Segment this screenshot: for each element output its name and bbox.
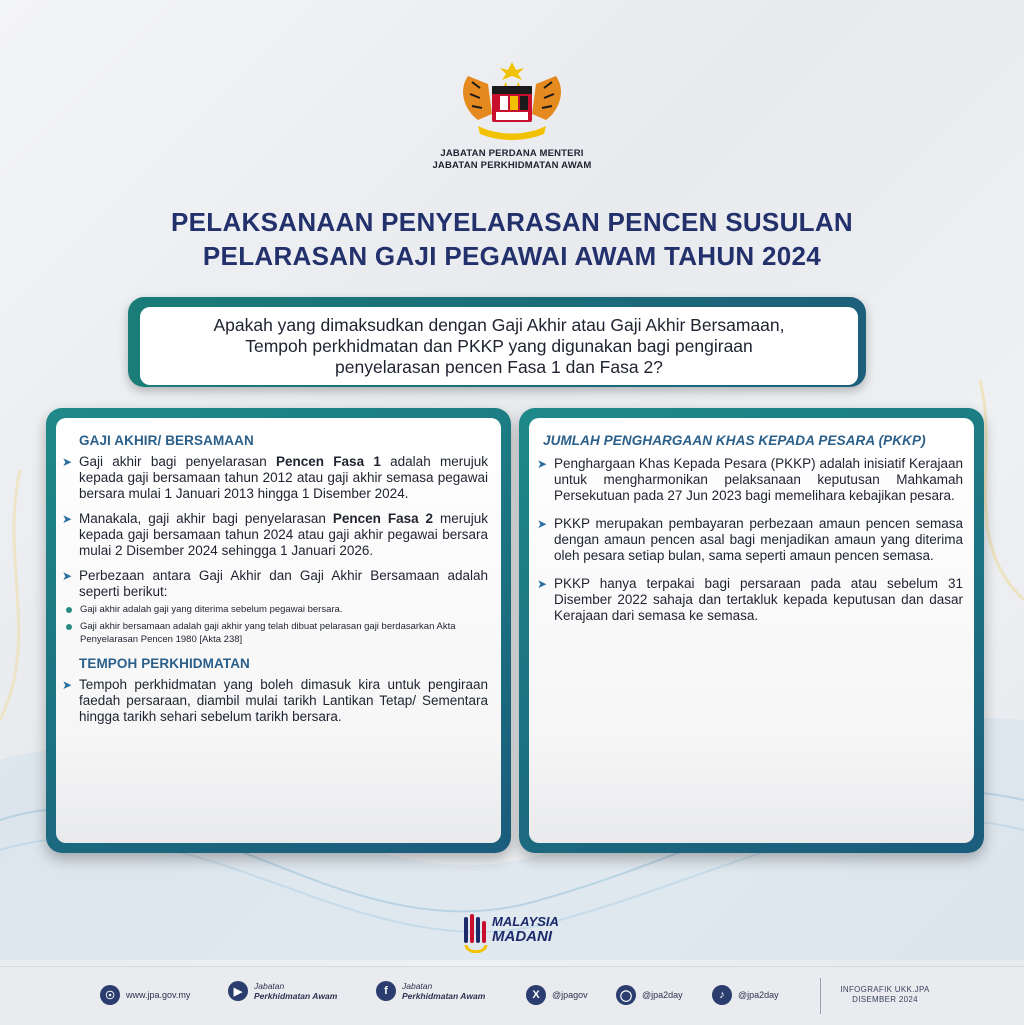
dot-bullet-icon (66, 624, 72, 630)
dot-bullet-icon (66, 607, 72, 613)
footer-facebook[interactable]: f Jabatan Perkhidmatan Awam (376, 981, 485, 1001)
arrow-bullet-icon: ➤ (537, 517, 548, 531)
page-title (0, 205, 1024, 273)
question-box (140, 307, 858, 385)
bullet-pkkp-eligibility: ➤ PKKP hanya terpakai bagi persaraan pada atau sebelum 31 Disember 2022 sahaja dan tertakluk kepada keputusan dan dasar Kerajaan dari semasa ke semasa. (537, 576, 963, 623)
arrow-bullet-icon: ➤ (62, 512, 73, 526)
arrow-bullet-icon: ➤ (62, 455, 73, 469)
youtube-icon: ▶ (228, 981, 248, 1001)
sub-bullet-gaji-akhir-bersamaan: Gaji akhir bersamaan adalah gaji akhir yang telah dibuat pelarasan gaji berdasarkan Akta Penyelarasan Pencen 1980 [Akta 238] (66, 620, 488, 646)
arrow-bullet-icon: ➤ (62, 569, 73, 583)
section-title-pkkp: JUMLAH PENGHARGAAN KHAS KEPADA PESARA (PKKP) (543, 433, 926, 448)
section-title-tempoh: TEMPOH PERKHIDMATAN (79, 656, 250, 671)
agency-name (0, 148, 1024, 171)
arrow-bullet-icon: ➤ (537, 457, 548, 471)
right-card-content (537, 433, 963, 633)
question-line-2: Tempoh perkhidmatan dan PKKP yang digunakan bagi pengiraan (245, 335, 753, 356)
footer-divider (820, 978, 821, 1014)
bullet-pencen-fasa-2: ➤ Manakala, gaji akhir bagi penyelarasan Pencen Fasa 2 merujuk kepada gaji bersamaan tahun 2024 atau gaji akhir pegawai bersara mulai 2 Disember 2024 sehingga 1 Januari 2026. (62, 511, 489, 558)
arrow-bullet-icon: ➤ (537, 577, 548, 591)
malaysia-madani-logo (462, 913, 562, 953)
left-card-content (62, 433, 488, 734)
malaysia-coat-of-arms-logo (448, 60, 576, 148)
bullet-pkkp-payment: ➤ PKKP merupakan pembayaran perbezaan amaun pencen semasa dengan amaun pencen asal bagi menjadikan amaun yang diterima oleh pesara setiap bulan, sama seperti amaun pencen semasa. (537, 516, 963, 563)
bullet-tempoh-perkhidmatan: ➤ Tempoh perkhidmatan yang boleh dimasuk kira untuk pengiraan faedah persaraan, diambil mulai tarikh Lantikan Tetap/ Sementara hingga tarikh sehari sebelum tarikh bersara. (62, 677, 488, 724)
footer-instagram[interactable]: ◯ @jpa2day (616, 985, 683, 1005)
section-title-gaji-akhir: GAJI AKHIR/ BERSAMAAN (79, 433, 254, 448)
title-line-1: PELAKSANAAN PENYELARASAN PENCEN SUSULAN (171, 207, 853, 237)
facebook-icon: f (376, 981, 396, 1001)
madani-wordmark: MALAYSIA MADANI (492, 914, 559, 945)
footer-infographic-credit: INFOGRAFIK UKK.JPA DISEMBER 2024 (840, 985, 930, 1004)
agency-line-1: JABATAN PERDANA MENTERI (440, 148, 584, 159)
agency-line-2: JABATAN PERKHIDMATAN AWAM (432, 159, 592, 171)
arrow-bullet-icon: ➤ (62, 678, 73, 692)
footer-website[interactable]: ☉ www.jpa.gov.my (100, 985, 190, 1005)
bullet-perbezaan: ➤ Perbezaan antara Gaji Akhir dan Gaji Akhir Bersamaan adalah seperti berikut: (62, 568, 488, 599)
footer-x[interactable]: X @jpagov (526, 985, 588, 1005)
globe-icon: ☉ (100, 985, 120, 1005)
x-twitter-icon: X (526, 985, 546, 1005)
sub-bullet-gaji-akhir: Gaji akhir adalah gaji yang diterima sebelum pegawai bersara. (66, 603, 488, 616)
instagram-icon: ◯ (616, 985, 636, 1005)
bullet-pencen-fasa-1: ➤ Gaji akhir bagi penyelarasan Pencen Fasa 1 adalah merujuk kepada gaji bersamaan tahun 2012 atau gaji akhir semasa pegawai bersara mulai 1 Januari 2013 hingga 1 Disember 2024. (62, 454, 488, 501)
question-line-3: penyelarasan pencen Fasa 1 dan Fasa 2? (335, 356, 663, 377)
tiktok-icon: ♪ (712, 985, 732, 1005)
footer-youtube[interactable]: ▶ Jabatan Perkhidmatan Awam (228, 981, 337, 1001)
title-line-2: PELARASAN GAJI PEGAWAI AWAM TAHUN 2024 (202, 241, 822, 271)
footer-tiktok[interactable]: ♪ @jpa2day (712, 985, 779, 1005)
question-line-1: Apakah yang dimaksudkan dengan Gaji Akhir atau Gaji Akhir Bersamaan, (213, 314, 785, 335)
bullet-pkkp-definition: ➤ Penghargaan Khas Kepada Pesara (PKKP) adalah inisiatif Kerajaan untuk mengharmonikan pelaksanaan keputusan Mahkamah Persekutuan pada 27 Jun 2023 bagi memelihara kebajikan pesara. (537, 456, 963, 503)
